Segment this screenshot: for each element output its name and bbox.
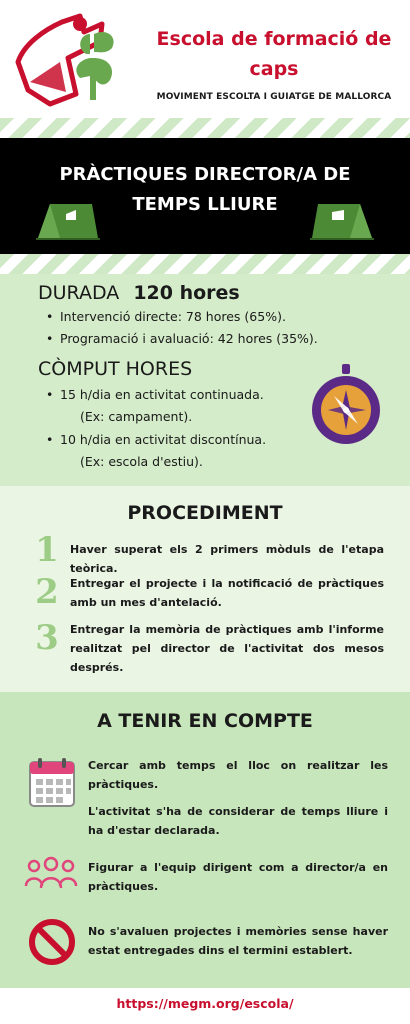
duration-heading — [38, 282, 240, 304]
consideration-item: No s'avaluen projectes i memòries sense haver estat entregades dins el termini establert. — [88, 925, 388, 957]
header — [0, 0, 410, 118]
duration-section — [0, 274, 410, 486]
school-title-line1: Escola de formació de — [156, 28, 392, 50]
tent-icon — [310, 200, 374, 240]
compass-icon — [310, 362, 382, 448]
considerations-title: A TENIR EN COMPTE — [97, 710, 313, 732]
list-item-text: Intervenció directe: 78 hores (65%). — [60, 309, 286, 324]
consideration-item: Figurar a l'equip dirigent com a director/a en pràctiques. — [88, 861, 388, 893]
consideration-item: L'activitat s'ha de considerar de temps lliure i ha d'estar declarada. — [88, 805, 388, 837]
consideration-item: Cercar amb temps el lloc on realitzar les pràctiques. — [88, 759, 388, 791]
divider-stripe — [0, 118, 410, 138]
footer — [0, 988, 410, 1024]
school-title — [146, 24, 402, 84]
website-link[interactable]: https://megm.org/escola/ — [116, 996, 294, 1011]
banner-title-line1: PRÀCTIQUES DIRECTOR/A DE — [59, 164, 351, 185]
calendar-icon — [28, 756, 76, 808]
school-title-line2: caps — [249, 58, 299, 80]
example-text: (Ex: escola d'estiu). — [80, 454, 203, 469]
step-number: 2 — [35, 572, 59, 612]
list-item: • Intervenció directe: 78 hores (65%). — [46, 309, 286, 324]
list-item-text: Programació i avaluació: 42 hores (35%). — [60, 331, 318, 346]
list-item: • Programació i avaluació: 42 hores (35%). — [46, 331, 318, 346]
procedure-step: Entregar el projecte i la notificació de pràctiques amb un mes d'antelació. — [70, 577, 384, 609]
procedure-step: Entregar la memòria de pràctiques amb l'informe realitzat pel director de l'activitat dos mesos després. — [70, 623, 384, 674]
tent-icon — [36, 200, 100, 240]
list-item: • 10 h/dia en activitat discontínua. — [46, 432, 267, 447]
considerations-section — [0, 692, 410, 988]
duration-hours: 120 hores — [133, 282, 240, 304]
prohibited-icon — [28, 918, 76, 966]
list-item-text: 15 h/dia en activitat continuada. — [60, 387, 264, 402]
divider-stripe — [0, 254, 410, 274]
procedure-step: Haver superat els 2 primers mòduls de l'etapa teòrica. — [70, 543, 384, 575]
organization-name: MOVIMENT ESCOLTA I GUIATGE DE MALLORCA — [156, 92, 392, 102]
banner-title-line2: TEMPS LLIURE — [132, 194, 278, 215]
logo-icon — [10, 8, 134, 112]
step-number: 1 — [35, 530, 59, 570]
hours-count-heading: CÒMPUT HORES — [38, 358, 193, 380]
step-number: 3 — [35, 618, 59, 658]
procedure-title: PROCEDIMENT — [127, 502, 283, 524]
procedure-section — [0, 486, 410, 692]
list-item: • 15 h/dia en activitat continuada. — [46, 387, 264, 402]
list-item-text: 10 h/dia en activitat discontínua. — [60, 432, 267, 447]
people-icon — [24, 856, 78, 890]
duration-label: DURADA — [38, 282, 120, 304]
example-text: (Ex: campament). — [80, 409, 193, 424]
